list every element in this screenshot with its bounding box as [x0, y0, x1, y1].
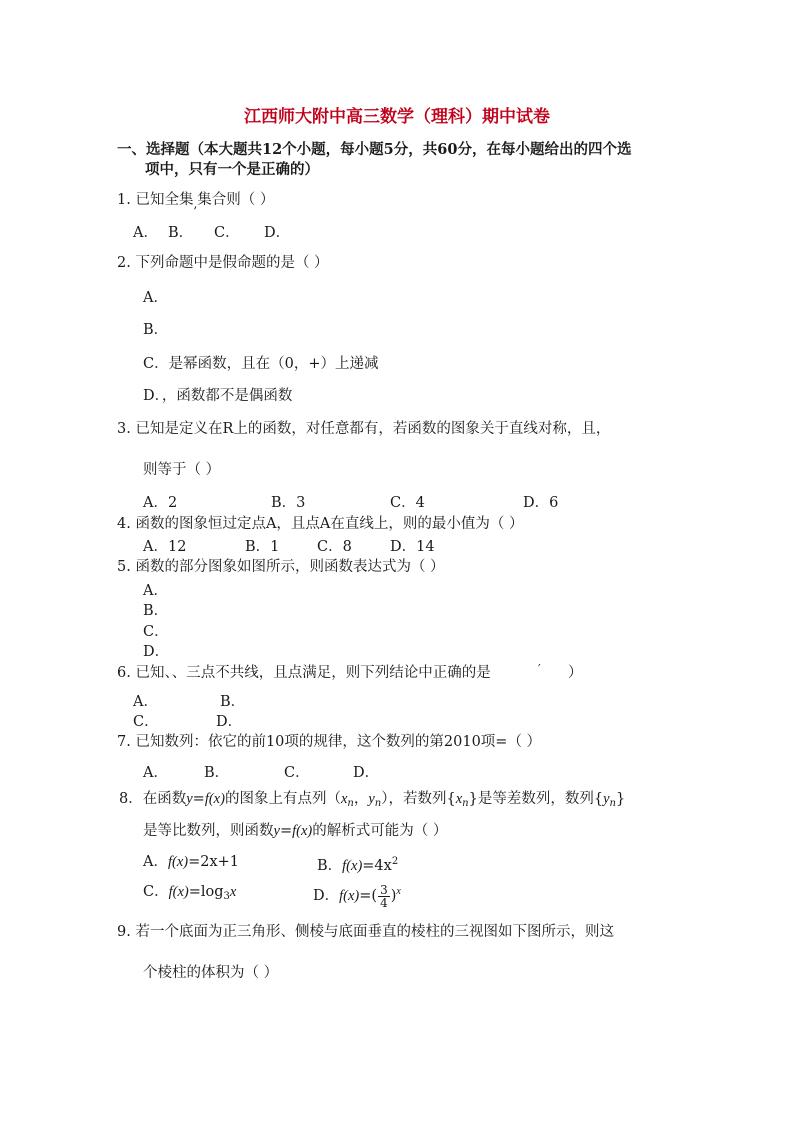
- question-3-option-a: A．2: [143, 495, 178, 511]
- math-eq: =: [279, 823, 293, 839]
- question-7-option-d: D．: [353, 765, 380, 781]
- option-label: D．: [313, 888, 340, 904]
- question-2-option-a: A．: [143, 290, 168, 306]
- math-fx: f(x): [339, 888, 360, 904]
- question-3-stem-line2: 则等于（ ）: [143, 462, 221, 478]
- option-label: A．: [143, 854, 168, 870]
- math-x: x: [340, 791, 348, 807]
- option-label: C．: [143, 884, 169, 900]
- question-6-option-d: D．: [216, 714, 243, 730]
- option-a-expression: =2x+1: [188, 854, 240, 870]
- question-8-stem-line2: [143, 822, 447, 840]
- question-8-stem: [119, 790, 625, 813]
- question-3-option-b: B．3: [271, 495, 306, 511]
- question-2-option-b: B．: [143, 322, 169, 338]
- question-3-option-c: C．4: [390, 495, 425, 511]
- question-5-option-b: B．: [143, 603, 169, 619]
- math-x: x: [455, 791, 463, 807]
- option-d-close: ): [390, 888, 397, 904]
- question-4-option-c: C．8: [317, 539, 352, 555]
- question-8-text-6: 的解析式可能为（ ）: [312, 823, 448, 839]
- math-sub-n: n: [374, 798, 382, 809]
- question-1-stem: [117, 191, 274, 213]
- question-1-mark: ,: [193, 196, 198, 211]
- math-comma: ，: [353, 791, 369, 807]
- question-6-option-c: C．: [133, 714, 159, 730]
- option-d-exponent: x: [396, 886, 401, 897]
- math-fx: f(x): [292, 823, 313, 839]
- math-fx: f(x): [342, 858, 363, 874]
- question-4-option-b: B．1: [245, 539, 280, 555]
- question-2-stem: 2. 下列命题中是假命题的是（ ）: [117, 255, 329, 271]
- section-heading-line1: 一、选择题（本大题共12个小题，每小题5分，共60分，在每小题给出的四个选: [117, 141, 632, 158]
- question-7-option-a: A．: [143, 765, 168, 781]
- math-fx: f(x): [204, 791, 225, 807]
- question-8-option-a: [143, 853, 239, 871]
- question-2-option-d: D．，函数都不是偶函数: [143, 388, 293, 404]
- option-label: B．: [317, 858, 343, 874]
- question-8-option-b: [317, 853, 398, 875]
- question-1-stem-part1: 1. 已知全集: [117, 192, 194, 208]
- math-brace: }: [468, 791, 478, 807]
- option-b-exponent: 2: [391, 856, 399, 867]
- question-4-option-d: D．14: [390, 539, 435, 555]
- question-6-stem: 6. 已知、、三点不共线，且点满足，则下列结论中正确的是: [117, 665, 491, 681]
- option-d-expression: =(: [359, 888, 378, 904]
- math-brace: {: [593, 791, 604, 807]
- question-9-stem: 9. 若一个底面为正三角形、侧棱与底面垂直的棱柱的三视图如下图所示，则这: [117, 924, 614, 940]
- fraction-numerator: 3: [380, 882, 388, 897]
- math-brace: }: [615, 791, 626, 807]
- option-b-expression: =4x: [362, 858, 392, 874]
- math-y: y: [273, 823, 280, 839]
- question-6-close: ）: [568, 665, 583, 681]
- math-x: x: [229, 884, 237, 900]
- math-y: y: [603, 791, 610, 807]
- question-8-text-2: 的图象上有点列（: [224, 791, 341, 807]
- question-3-option-d: D．6: [523, 495, 559, 511]
- question-5-option-c: C．: [143, 624, 169, 640]
- question-2-option-c: C．是幂函数，且在（0，+）上递减: [143, 356, 379, 372]
- question-8-text-4: 是等差数列，数列: [477, 791, 594, 807]
- question-1-option-b: B．: [168, 225, 194, 241]
- math-y: y: [368, 791, 375, 807]
- page-title: 江西师大附中高三数学（理科）期中试卷: [244, 107, 550, 127]
- question-6-option-b: B．: [220, 694, 246, 710]
- question-7-option-b: B．: [204, 765, 230, 781]
- question-9-stem-line2: 个棱柱的体积为（ ）: [143, 965, 279, 981]
- option-c-expression: =log: [188, 884, 224, 900]
- question-4-option-a: A．12: [143, 539, 187, 555]
- math-sub-n: n: [462, 798, 469, 809]
- question-5-option-d: D．: [143, 644, 170, 660]
- question-5-option-a: A．: [143, 583, 168, 599]
- question-6-option-a: A．: [133, 694, 158, 710]
- question-6-mark: ′: [538, 662, 541, 676]
- question-1-stem-part2: 集合则（ ）: [197, 192, 275, 208]
- question-8-option-d: [313, 883, 401, 909]
- question-8-text-3: ），若数列: [381, 791, 447, 807]
- question-4-stem: 4. 函数的图象恒过定点A，且点A在直线上，则的最小值为（ ）: [117, 516, 524, 532]
- question-8-text-5: 是等比数列，则函数: [143, 823, 274, 839]
- math-fx: f(x): [168, 884, 189, 900]
- question-7-stem: 7. 已知数列：依它的前10项的规律，这个数列的第2010项=（ ）: [117, 734, 542, 750]
- question-1-option-d: D．: [264, 225, 291, 241]
- question-1-option-a: A．: [133, 225, 158, 241]
- question-5-stem: 5. 函数的部分图象如图所示，则函数表达式为（ ）: [117, 559, 445, 575]
- question-3-stem: 3. 已知是定义在R上的函数，对任意都有，若函数的图象关于直线对称，且，: [117, 421, 611, 437]
- math-fx: f(x): [167, 854, 189, 870]
- option-d-fraction: [378, 884, 390, 909]
- fraction-denominator: 4: [380, 895, 388, 910]
- math-eq: =: [192, 791, 205, 807]
- question-1-option-c: C．: [214, 225, 240, 241]
- math-sub-n: n: [609, 798, 616, 809]
- option-c-log-base: 3: [223, 891, 230, 902]
- question-8-option-c: [143, 883, 236, 906]
- question-8-text-1: 8．在函数: [119, 791, 187, 807]
- math-sub-n: n: [347, 798, 354, 809]
- math-brace: {: [446, 791, 456, 807]
- section-heading-line2: 项中，只有一个是正确的）: [145, 161, 319, 178]
- math-y: y: [186, 791, 193, 807]
- question-7-option-c: C．: [284, 765, 310, 781]
